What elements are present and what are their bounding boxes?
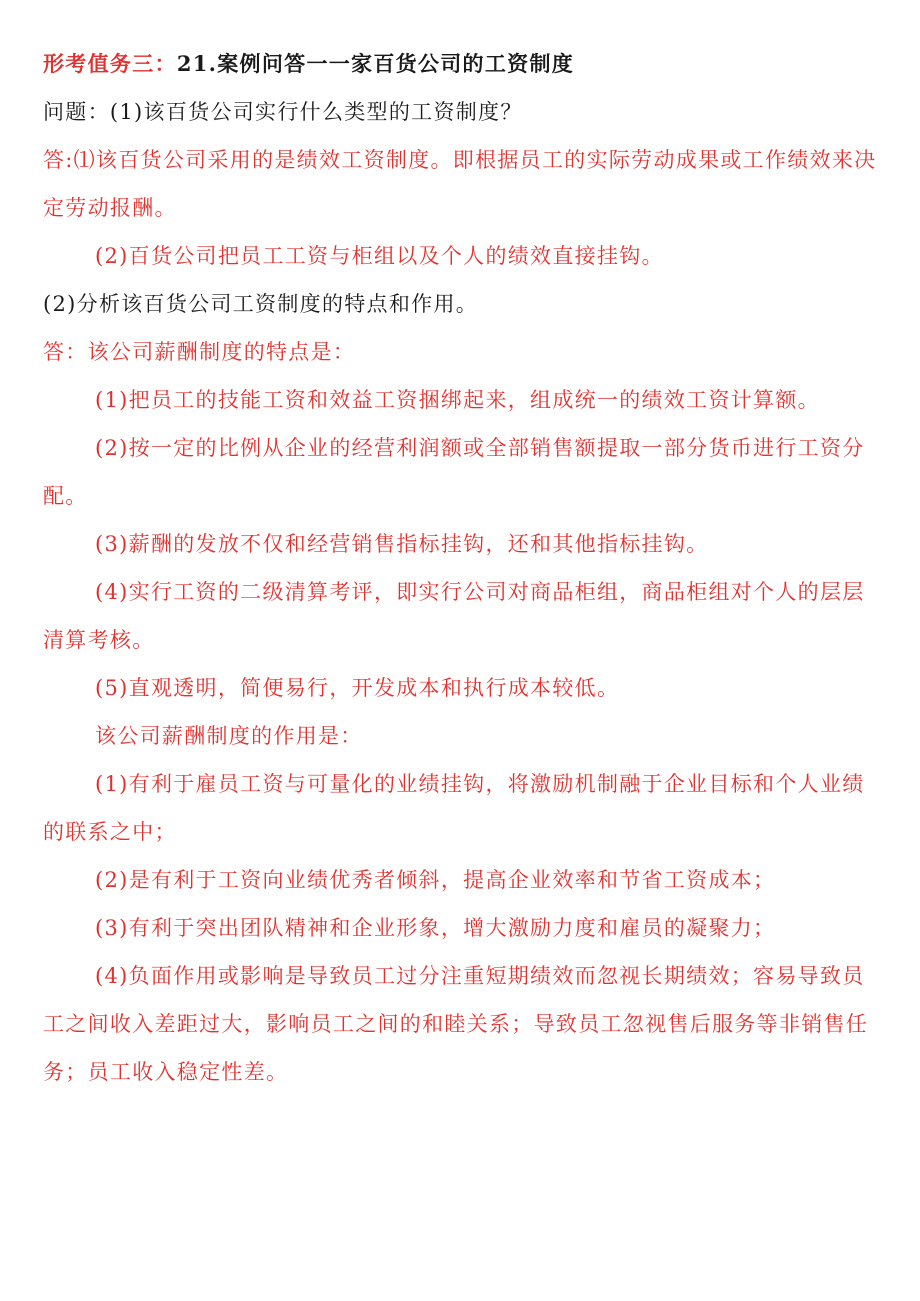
answer-2-intro: 答：该公司薪酬制度的特点是： xyxy=(43,340,356,364)
title-prefix: 形考值务三： xyxy=(43,52,177,76)
effects-intro: 该公司薪酬制度的作用是： xyxy=(95,724,363,748)
feature-item: (3)薪酬的发放不仅和经营销售指标挂钩，还和其他指标挂钩。 xyxy=(95,532,709,556)
answer-1-paragraph-2: (2)百货公司把员工工资与柜组以及个人的绩效直接挂钩。 xyxy=(95,244,664,268)
answer-1-paragraph-1: 答:⑴该百货公司采用的是绩效工资制度。即根据员工的实际劳动成果或工作绩效来决定劳动报酬。 xyxy=(43,148,877,220)
feature-item: (2)按一定的比例从企业的经营利润额或全部销售额提取一部分货币进行工资分配。 xyxy=(43,436,865,508)
feature-item: (1)把员工的技能工资和效益工资捆绑起来，组成统一的绩效工资计算额。 xyxy=(95,388,820,412)
effect-item: (3)有利于突出团队精神和企业形象，增大激励力度和雇员的凝聚力； xyxy=(95,916,776,940)
document-title xyxy=(43,40,879,88)
effect-item: (1)有利于雇员工资与可量化的业绩挂钩，将激励机制融于企业目标和个人业绩的联系之中； xyxy=(43,772,865,844)
effect-item: (4)负面作用或影响是导致员工过分注重短期绩效而忽视长期绩效；容易导致员工之间收入差距过大，影响员工之间的和睦关系；导致员工忽视售后服务等非销售任务；员工收入稳定性差。 xyxy=(43,964,869,1084)
effect-item: (2)是有利于工资向业绩优秀者倾斜，提高企业效率和节省工资成本； xyxy=(95,868,776,892)
title-main: 21.案例问答一一家百货公司的工资制度 xyxy=(176,51,575,76)
question-2: (2)分析该百货公司工资制度的特点和作用。 xyxy=(43,292,479,316)
feature-item: (5)直观透明，简便易行，开发成本和执行成本较低。 xyxy=(95,676,620,700)
feature-item: (4)实行工资的二级清算考评，即实行公司对商品柜组，商品柜组对个人的层层清算考核。 xyxy=(43,580,865,652)
document-page xyxy=(43,40,879,1096)
question-1: 问题：(1)该百货公司实行什么类型的工资制度？ xyxy=(43,100,523,124)
